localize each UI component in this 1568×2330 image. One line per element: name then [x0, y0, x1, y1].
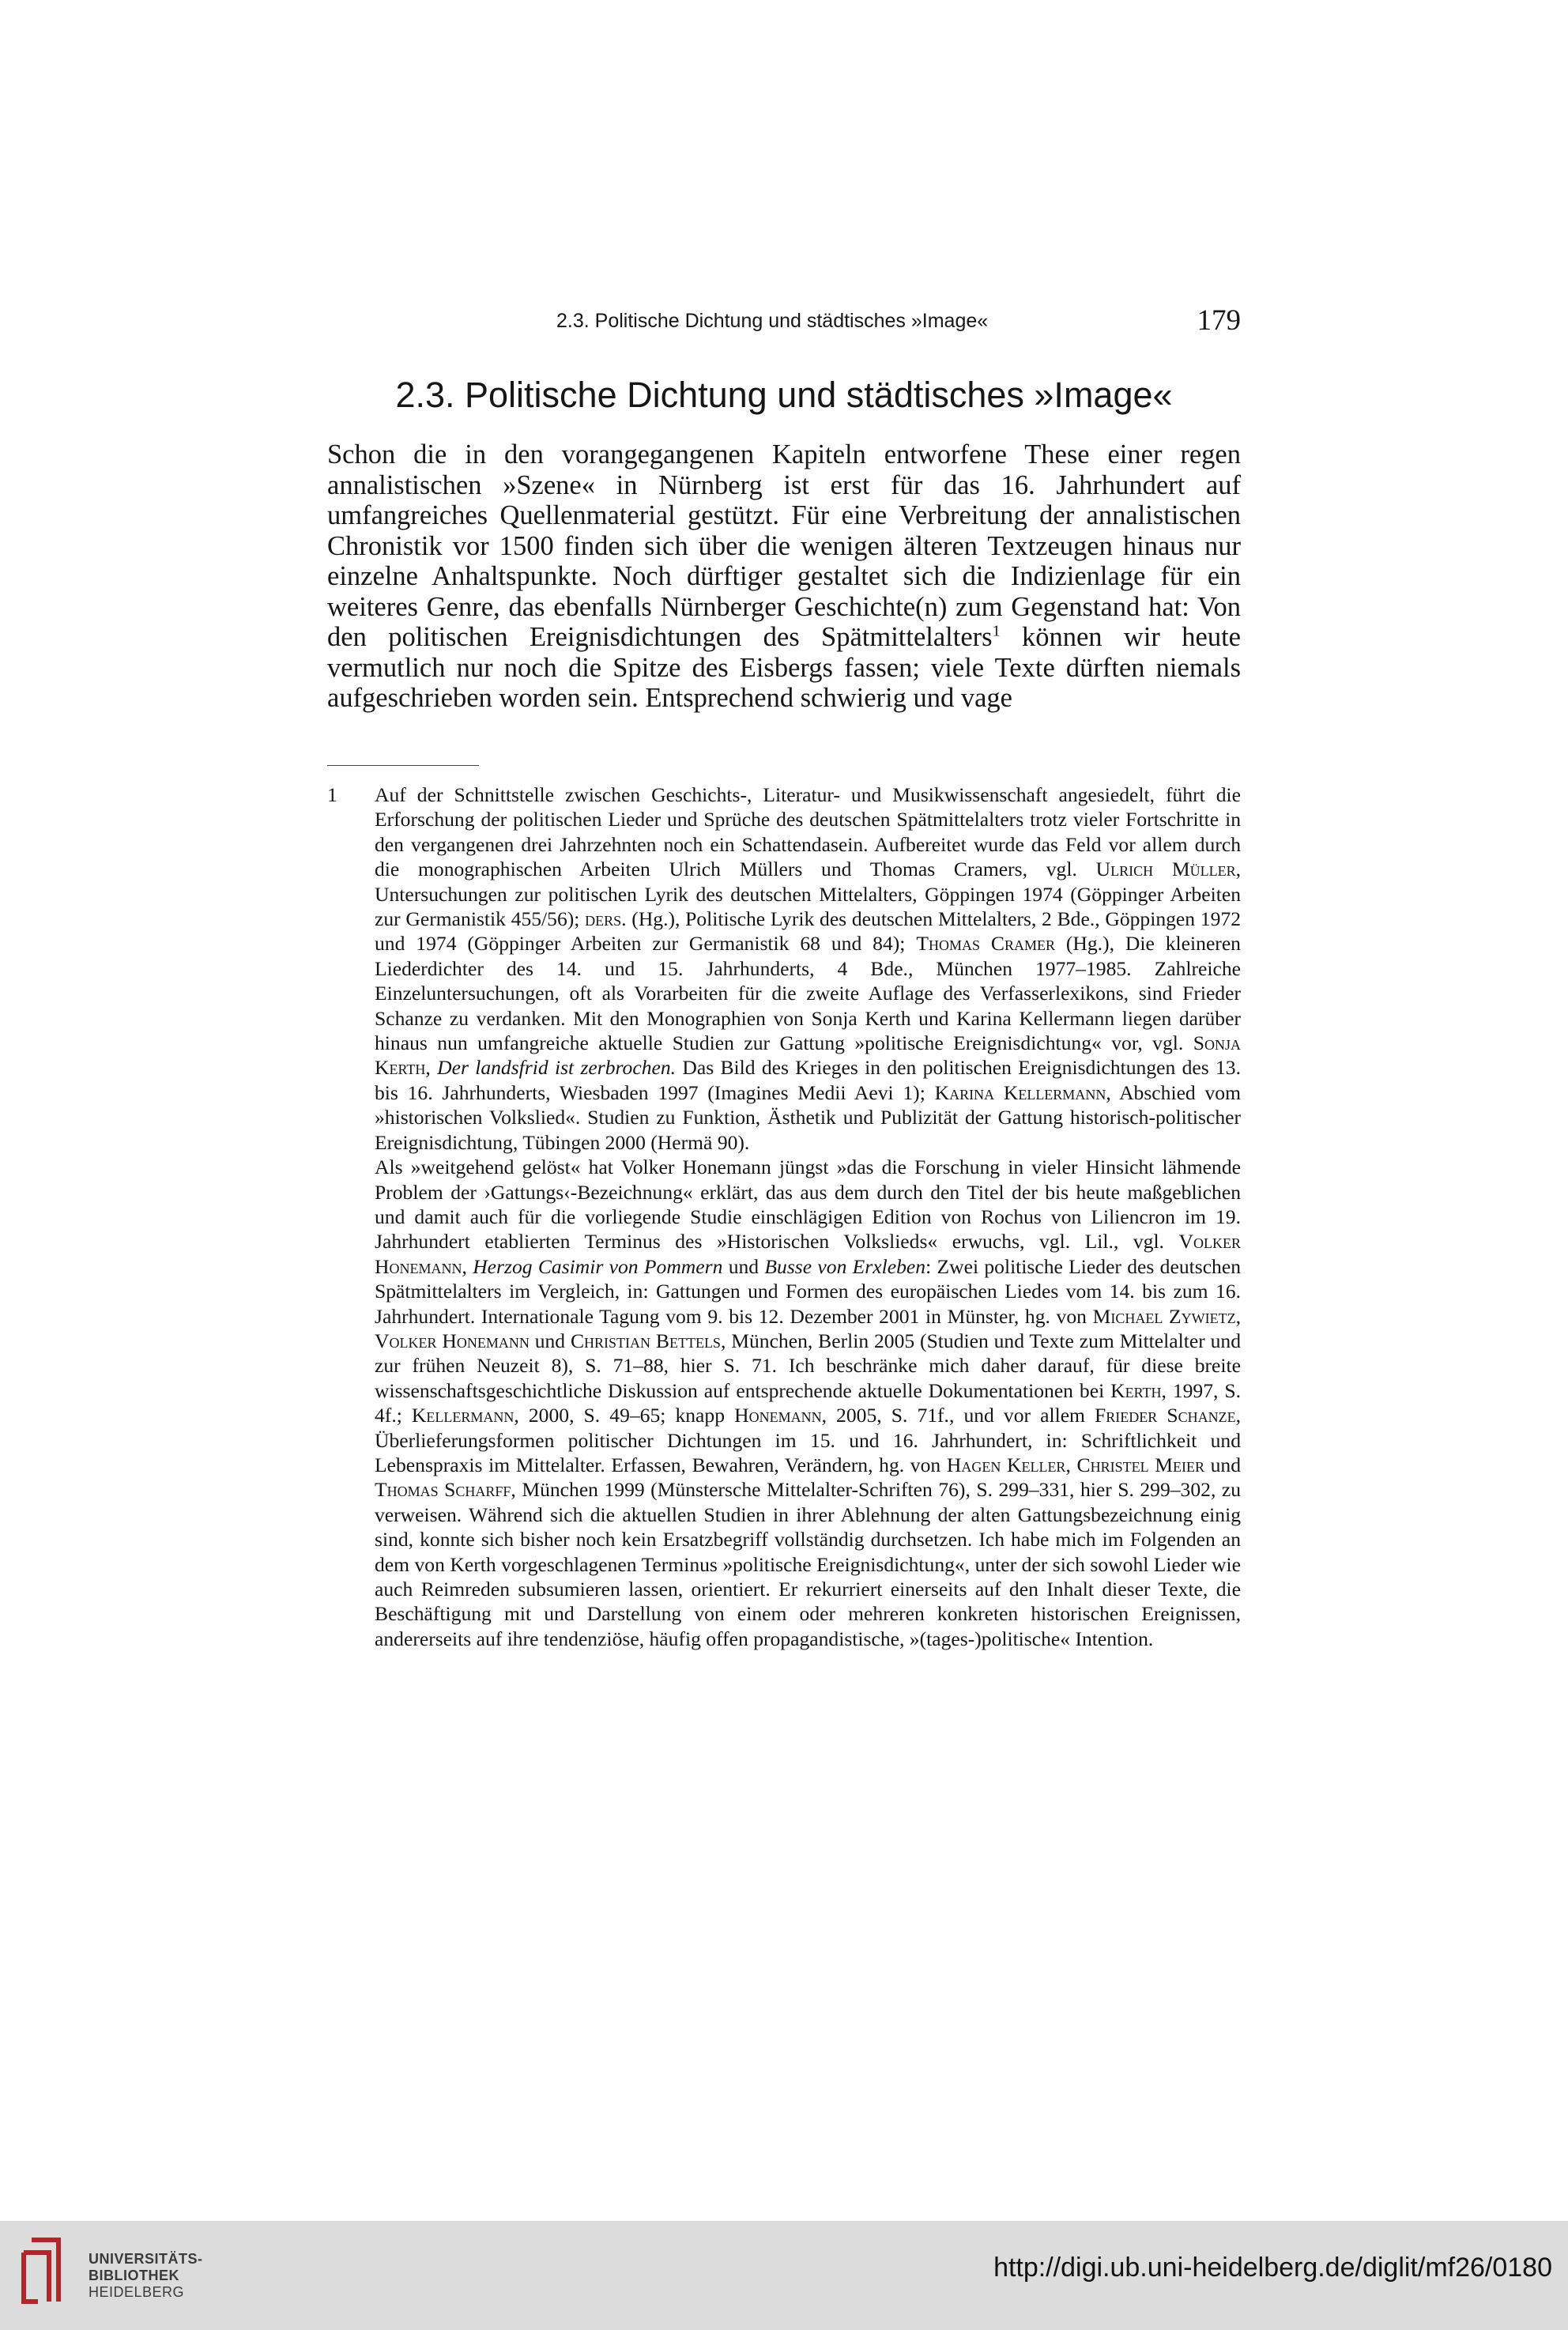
footnote-text: ,: [425, 1056, 438, 1080]
body-text-part-1: Schon die in den vorangegangenen Kapiteln entworfene These einer regen annalistischen »Szene« in Nürnberg ist erst für das 16. Jahrhundert auf umfangreiches Quellenmaterial gestützt. Für eine Verbreitung der annalistischen Chronistik vor 1500 finden sich über die wenigen älteren Textzeugen hinaus nur einzelne Anhaltspunkte. Noch dürftiger gestaltet sich die Indizienlage für ein weiteres Genre, das ebenfalls Nürnberger Geschichte(n) zum Gegenstand hat: Von den politischen Ereignisdichtungen des Spätmittelalters: [327, 439, 1241, 652]
footnote-text: ,: [1235, 1304, 1241, 1328]
source-url-link[interactable]: http://digi.ub.uni-heidelberg.de/diglit/mf26/0180: [993, 2253, 1552, 2283]
work-title: Der landsfrid ist zerbrochen.: [437, 1056, 677, 1080]
author-name: Thomas Cramer: [916, 932, 1055, 956]
footnote-text: Als »weitgehend gelöst« hat Volker Honemann jüngst »das die Forschung in vieler Hinsicht lähmende Problem der ›Gattungs‹-Bezeichnung« erklärt, das aus dem durch den Titel der bis heute maßgeblichen und damit auch für die vorliegende Studie einschlägigen Edition von Rochus von Liliencron im 19. Jahrhundert etablierten Terminus des »Historischen Volkslieds« erwuchs, vgl. Lil., vgl.: [375, 1156, 1241, 1254]
author-name: Kellermann: [411, 1404, 514, 1427]
footnote-text: : Zwei politische Lieder des deutschen Spätmittelalters im Vergleich, in: Gattungen und Formen des europäischen Liedes vom 14. bis zum 16. Jahrhundert. Internationale Tagung vom 9. bis 12. Dezember 2001 in Münster, hg. von: [375, 1254, 1242, 1328]
footnotes: [327, 782, 1241, 1651]
library-logo-icon: [17, 2235, 73, 2306]
footnote-text: und: [1204, 1453, 1242, 1476]
running-head: [327, 304, 1241, 343]
footnote-separator: [327, 765, 479, 766]
footnote-text: , 1997, S. 4f.;: [375, 1378, 1241, 1427]
footnote-text: , München, Berlin 2005 (Studien und Texte zum Mittelalter und zur frühen Neuzeit 8), S. 71–88, hier S. 71. Ich beschränke mich daher darauf, für diese breite wissenschaftsgeschichtliche Diskussion auf entsprechende aktuelle Dokumentationen bei: [375, 1329, 1241, 1402]
footnote-text: , Untersuchungen zur politischen Lyrik des deutschen Mittelalters, Göppingen 1974 (Göppinger Arbeiten zur Germanistik 455/56);: [375, 858, 1241, 931]
footnote-text: , München 1999 (Münstersche Mittelalter-Schriften 76), S. 299–331, hier S. 299–302, zu verweisen. Während sich die aktuellen Studien in ihrer Ablehnung der alten Gattungsbezeichnung einig sind, konnte sich bisher noch kein Ersatzbegriff vollständig durchsetzen. Ich habe mich im Folgenden an dem von Kerth vorgeschlagenen Terminus »politische Ereignisdichtung«, unter der sich sowohl Lieder wie auch Reimreden subsumieren lassen, orientiert. Er rekurriert einerseits auf den Inhalt dieser Texte, die Beschäftigung mit und Darstellung von einem oder mehreren konkreten historischen Ereignissen, andererseits auf ihre tendenziöse, häufig offen propagandistische, »(tages-)politische« Intention.: [375, 1478, 1242, 1650]
author-name: Christel Meier: [1076, 1453, 1204, 1476]
footnote-1: [327, 782, 1241, 1651]
chapter-heading: 2.3. Politische Dichtung und städtisches »Image«: [395, 375, 1173, 415]
author-name: Honemann: [734, 1404, 822, 1427]
author-name: ders.: [585, 907, 627, 931]
footnote-text: ,: [1065, 1453, 1077, 1476]
footnote-number: 1: [327, 783, 337, 806]
footnote-text: , 2005, S. 71f., und vor allem: [821, 1404, 1095, 1427]
footnote-text: und: [529, 1329, 571, 1352]
author-name: Hagen Keller: [946, 1453, 1066, 1476]
library-name-line-2: BIBLIOTHEK: [89, 2268, 179, 2283]
author-name: Volker Honemann: [375, 1230, 1241, 1278]
library-name-line-1: UNIVERSITÄTS-: [89, 2251, 203, 2267]
footnote-text: (Hg.), Politische Lyrik des deutschen Mittelalters, 2 Bde., Göppingen 1972 und 1974 (Göppinger Arbeiten zur Germanistik 68 und 84);: [375, 907, 1242, 956]
author-name: Thomas Scharff: [375, 1478, 511, 1502]
body-text-part-2: können wir heute vermutlich nur noch die Spitze des Eisbergs fassen; viele Texte dürften niemals aufgeschrieben worden sein. Entsprechend schwierig und vage: [327, 622, 1241, 713]
work-title: Herzog Casimir von Pommern: [473, 1254, 723, 1278]
body-paragraph: [327, 439, 1241, 714]
footnote-text: und: [722, 1254, 765, 1278]
running-title: 2.3. Politische Dichtung und städtisches »Image«: [556, 310, 989, 332]
author-name: Frieder Schanze: [1095, 1404, 1236, 1427]
footnote-text: , 2000, S. 49–65; knapp: [514, 1404, 735, 1427]
author-name: Ulrich Müller: [1095, 858, 1236, 881]
footnote-text: Das Bild des Krieges in den politischen Ereignisdichtungen des 13. bis 16. Jahrhunderts, Wiesbaden 1997 (Imagines Medii Aevi 1);: [375, 1056, 1241, 1104]
author-name: Kerth: [1110, 1378, 1162, 1402]
footnote-text: (Hg.), Die kleineren Liederdichter des 14. und 15. Jahrhunderts, 4 Bde., München 1977–1985. Zahlreiche Einzeluntersuchungen, oft als Vorarbeiten für die zweite Auflage des Verfasserlexikons, sind Frieder Schanze zu verdanken. Mit den Monographien von Sonja Kerth und Karina Kellermann liegen darüber hinaus nun umfangreiche aktuelle Studien zur Gattung »politische Ereignisdichtung« vor, vgl.: [375, 932, 1241, 1055]
footnote-text: , Abschied vom »historischen Volkslied«. Studien zu Funktion, Ästhetik und Publizität der Gattung historisch-politischer Ereignisdichtung, Tübingen 2000 (Hermä 90).: [375, 1080, 1241, 1154]
footnote-paragraph-1: [375, 782, 1241, 1155]
author-name: Christian Bettels: [570, 1329, 721, 1352]
footnote-text: , Überlieferungsformen politischer Dichtungen im 15. und 16. Jahrhundert, in: Schriftlichkeit und Lebenspraxis im Mittelalter. Erfassen, Bewahren, Verändern, hg. von: [375, 1404, 1241, 1476]
footnote-text: Auf der Schnittstelle zwischen Geschichts-, Literatur- und Musikwissenschaft angesiedelt, führt die Erforschung der politischen Lieder und Sprüche des deutschen Spätmittelalters trotz vieler Fortschritte in den vergangenen drei Jahrzehnten noch ein Schattendasein. Aufbereitet wurde das Feld vor allem durch die monographischen Arbeiten Ulrich Müllers und Thomas Cramers, vgl.: [375, 783, 1241, 881]
footer-bar: [0, 2221, 1568, 2330]
library-logo-mark: [24, 2240, 58, 2302]
work-title: Busse von Erxleben: [764, 1254, 926, 1278]
footnote-reference[interactable]: 1: [992, 622, 1001, 640]
author-name: Sonja Kerth: [375, 1031, 1241, 1080]
footnote-text: ,: [462, 1254, 473, 1278]
footnote-paragraph-2: [375, 1155, 1241, 1651]
author-name: Volker Honemann: [375, 1329, 530, 1352]
author-name: Karina Kellermann: [934, 1080, 1106, 1104]
author-name: Michael Zywietz: [1092, 1304, 1236, 1328]
library-name: [89, 2251, 203, 2301]
page-number: 179: [1197, 304, 1241, 337]
library-name-line-3: HEIDELBERG: [89, 2284, 185, 2300]
